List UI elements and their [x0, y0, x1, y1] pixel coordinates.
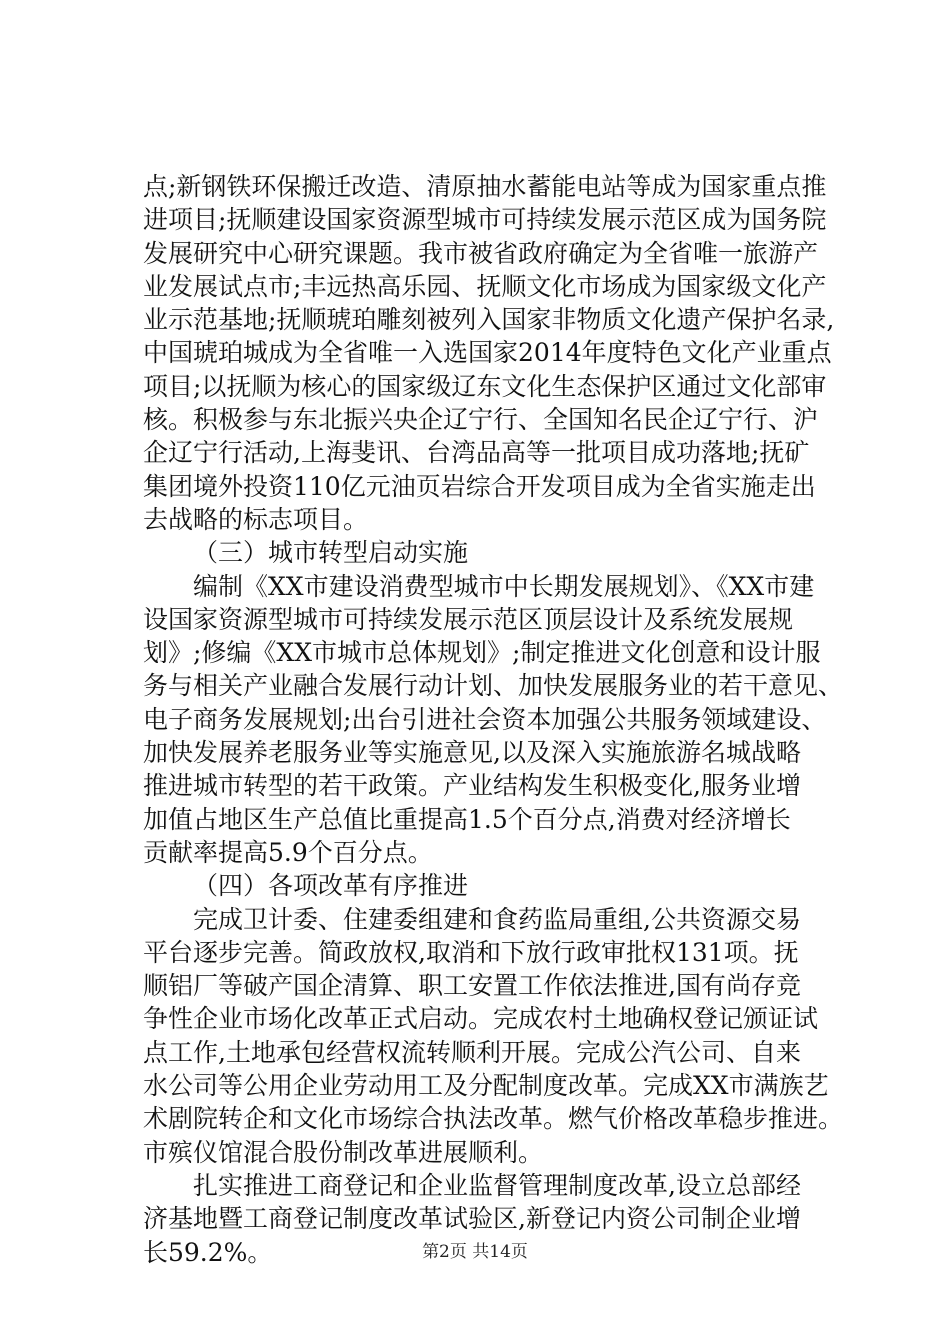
text-line: 业发展试点市;丰远热高乐园、抚顺文化市场成为国家级文化产 [143, 271, 827, 301]
text-line: 中国琥珀城成为全省唯一入选国家2014年度特色文化产业重点 [143, 338, 832, 368]
page-number-footer: 第2页 共14页 [422, 1242, 528, 1262]
text-line: 术剧院转企和文化市场综合执法改革。燃气价格改革稳步推进。 [143, 1104, 844, 1134]
text-line: 进项目;抚顺建设国家资源型城市可持续发展示范区成为国务院 [143, 205, 827, 235]
text-line: 电子商务发展规划;出台引进社会资本加强公共服务领域建设、 [143, 704, 827, 734]
section-heading: （三）城市转型启动实施 [193, 538, 469, 568]
text-line: 设国家资源型城市可持续发展示范区顶层设计及系统发展规 [143, 604, 794, 634]
text-line: 长59.2%。 [143, 1237, 273, 1267]
text-line: 集团境外投资110亿元油页岩综合开发项目成为全省实施走出 [143, 471, 816, 501]
text-line: 业示范基地;抚顺琥珀雕刻被列入国家非物质文化遗产保护名录, [143, 305, 835, 335]
text-line: 点;新钢铁环保搬迁改造、清原抽水蓄能电站等成为国家重点推 [143, 172, 827, 201]
text-line: 水公司等公用企业劳动用工及分配制度改革。完成XX市满族艺 [143, 1071, 829, 1101]
section-heading: （四）各项改革有序推进 [193, 871, 469, 901]
text-line: 完成卫计委、住建委组建和食药监局重组,公共资源交易 [193, 904, 801, 934]
document-body [143, 170, 844, 1269]
paragraph [143, 903, 844, 1169]
text-line: 平台逐步完善。简政放权,取消和下放行政审批权131项。抚 [143, 937, 799, 967]
text-line: 推进城市转型的若干政策。产业结构发生积极变化,服务业增 [143, 771, 801, 801]
text-line: 扎实推进工商登记和企业监督管理制度改革,设立总部经 [193, 1170, 801, 1200]
text-line: 市殡仪馆混合股份制改革进展顺利。 [143, 1137, 544, 1167]
text-line: 争性企业市场化改革正式启动。完成农村土地确权登记颁证试 [143, 1004, 819, 1034]
text-line: 贡献率提高5.9个百分点。 [143, 837, 433, 867]
text-line: 顺铝厂等破产国企清算、职工安置工作依法推进,国有尚存竞 [143, 971, 801, 1001]
text-line: 项目;以抚顺为核心的国家级辽东文化生态保护区通过文化部审 [143, 371, 827, 401]
text-line: 点工作,土地承包经营权流转顺利开展。完成公汽公司、自来 [143, 1037, 801, 1067]
text-line: 去战略的标志项目。 [143, 504, 369, 534]
text-line: 划》;修编《XX市城市总体规划》;制定推进文化创意和设计服 [143, 638, 821, 668]
text-line: 企辽宁行活动,上海斐讯、台湾品高等一批项目成功落地;抚矿 [143, 438, 810, 468]
text-line: 发展研究中心研究课题。我市被省政府确定为全省唯一旅游产 [143, 238, 819, 268]
text-line: 编制《XX市建设消费型城市中长期发展规划》、《XX市建 [193, 571, 815, 601]
text-line: 务与相关产业融合发展行动计划、加快发展服务业的若干意见、 [143, 671, 844, 701]
paragraph [143, 570, 844, 870]
text-line: 核。积极参与东北振兴央企辽宁行、全国知名民企辽宁行、沪 [143, 405, 819, 435]
text-line: 加值占地区生产总值比重提高1.5个百分点,消费对经济增长 [143, 804, 791, 834]
text-line: 济基地暨工商登记制度改革试验区,新登记内资公司制企业增 [143, 1204, 801, 1234]
text-line: 加快发展养老服务业等实施意见,以及深入实施旅游名城战略 [143, 738, 801, 768]
paragraph [143, 170, 835, 536]
